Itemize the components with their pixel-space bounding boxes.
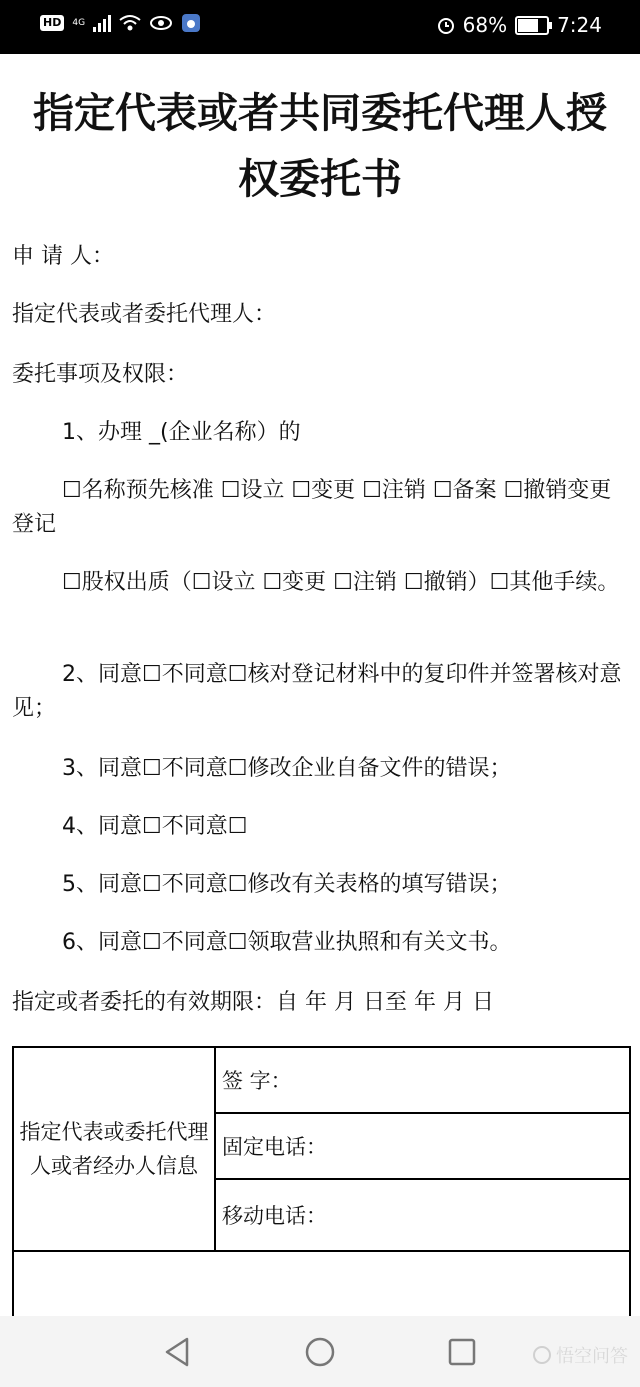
matters-line: 委托事项及权限： [12, 362, 189, 387]
validity-line: 指定或者委托的有效期限：自 年 月 日至 年 月 日 [12, 990, 494, 1015]
info-table [12, 1046, 631, 1316]
watermark-logo-icon [532, 1345, 552, 1365]
watermark: 悟空问答 [532, 1342, 628, 1368]
document-title [0, 80, 640, 212]
back-icon[interactable] [161, 1336, 193, 1368]
status-bar [0, 0, 640, 54]
table-blank-row [13, 1251, 630, 1316]
network-type: 4G [72, 18, 86, 28]
info-left-header: 指定代表或委托代理人或者经办人信息 [13, 1047, 215, 1251]
landline-field: 固定电话： [215, 1113, 630, 1179]
item-5: 5、同意☐不同意☐修改有关表格的填写错误； [62, 872, 512, 897]
title-line-1: 指定代表或者共同委托代理人授 [33, 89, 607, 137]
battery-percent: 68% [462, 13, 508, 37]
wifi-icon [119, 14, 141, 32]
hd-badge: HD [40, 15, 64, 31]
item-4: 4、同意☐不同意☐ [62, 814, 248, 839]
app-notification-icon [181, 13, 201, 33]
recents-icon[interactable] [446, 1336, 478, 1368]
clock: 7:24 [557, 13, 602, 37]
mobile-field: 移动电话： [215, 1179, 630, 1251]
item-6: 6、同意☐不同意☐领取营业执照和有关文书。 [62, 930, 512, 955]
alarm-icon [437, 16, 455, 34]
home-icon[interactable] [304, 1336, 336, 1368]
eye-icon [149, 15, 173, 31]
title-line-2: 权委托书 [238, 155, 402, 203]
applicant-line: 申 请 人： [12, 244, 114, 269]
item-1-options: ☐名称预先核准 ☐设立 ☐变更 ☐注销 ☐备案 ☐撤销变更登记 [12, 478, 612, 537]
document-view[interactable] [0, 54, 640, 1316]
battery-icon [515, 16, 549, 35]
navigation-bar [0, 1316, 640, 1387]
signature-field: 签 字： [215, 1047, 630, 1113]
signal-icon [93, 14, 111, 32]
item-1: 1、办理 _(企业名称）的 [62, 420, 301, 445]
item-1-equity: ☐股权出质（☐设立 ☐变更 ☐注销 ☐撤销）☐其他手续。 [62, 570, 620, 595]
item-2: 2、同意☐不同意☐核对登记材料中的复印件并签署核对意见； [12, 662, 622, 721]
agent-line: 指定代表或者委托代理人： [12, 302, 277, 327]
item-3: 3、同意☐不同意☐修改企业自备文件的错误； [62, 756, 512, 781]
